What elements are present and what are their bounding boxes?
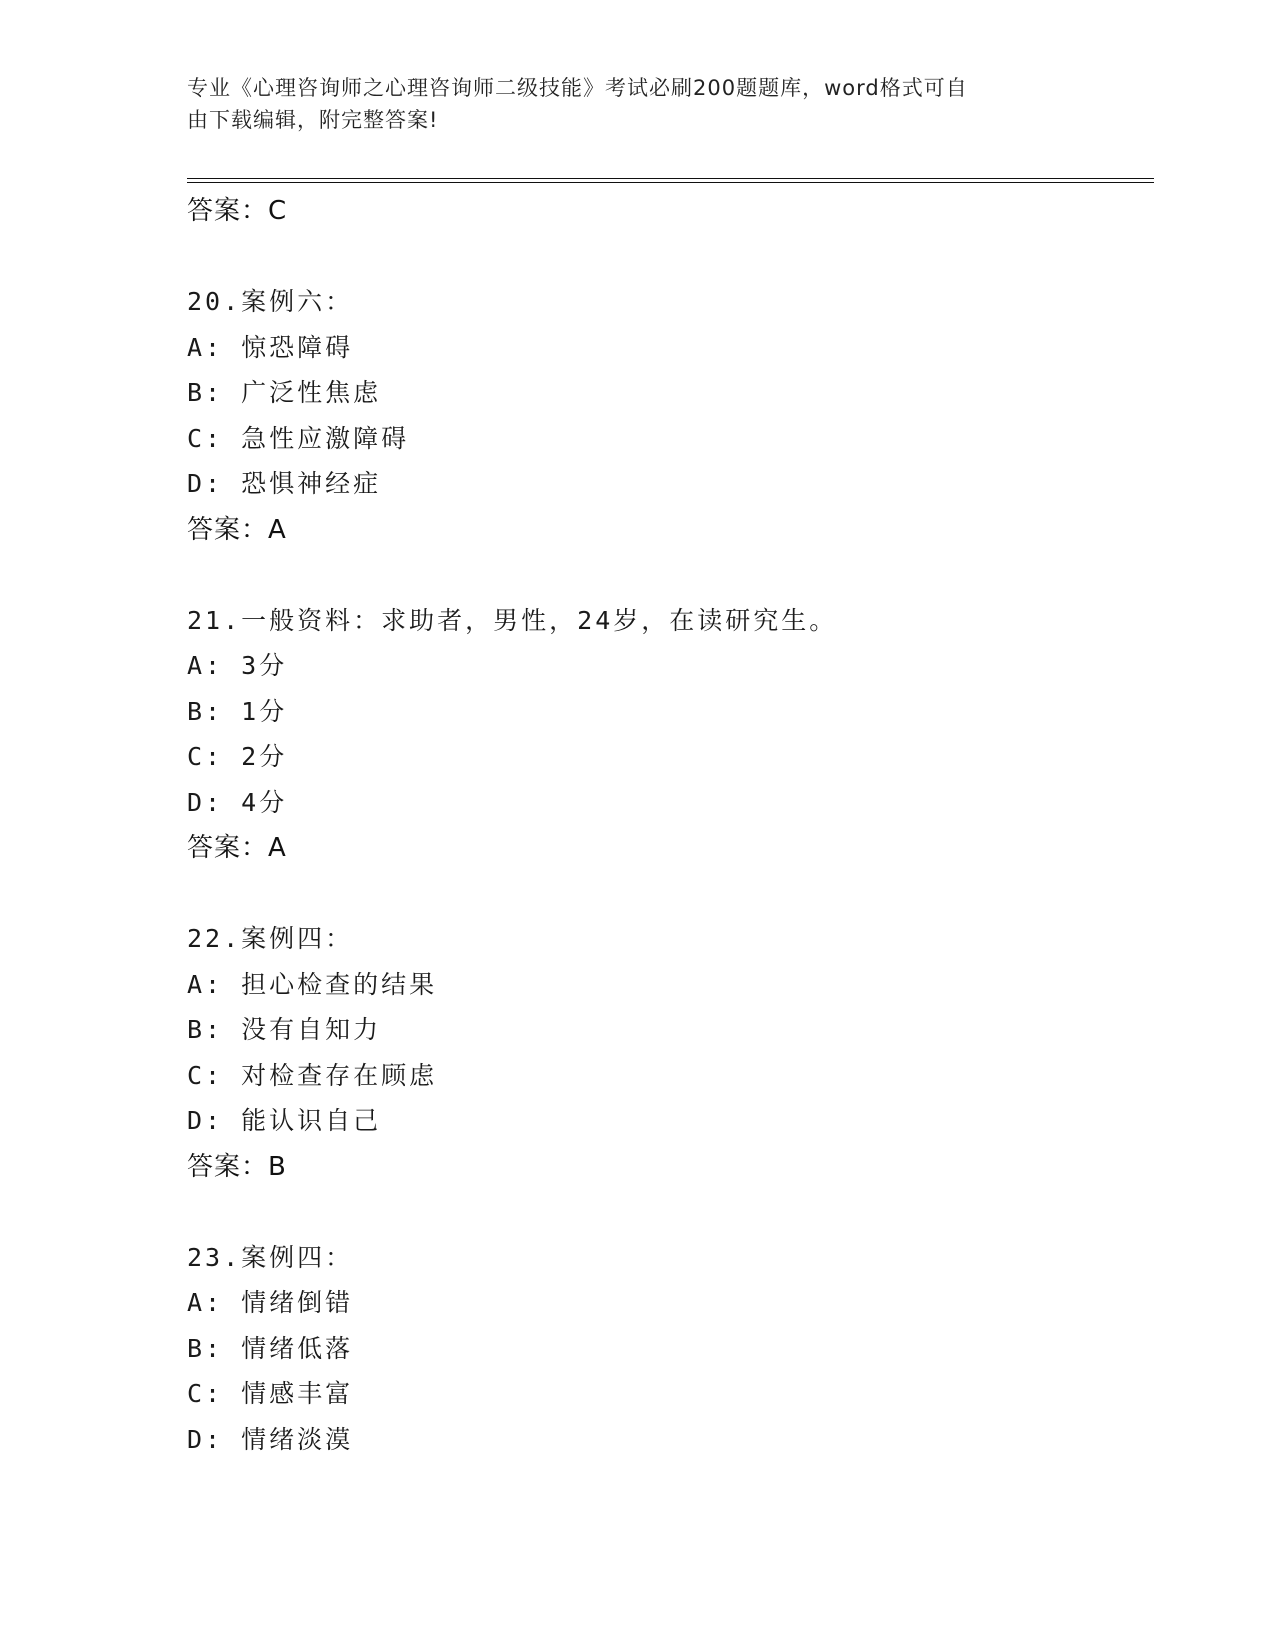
answer-line: 答案：C — [187, 196, 288, 226]
option-a: A: 3分 — [187, 651, 288, 680]
option-b: B: 1分 — [187, 696, 288, 726]
question-23 — [187, 1235, 1147, 1463]
spacer — [187, 872, 1147, 916]
header-line-1: 专业《心理咨询师之心理咨询师二级技能》考试必刷200题题库，word格式可自 — [187, 76, 968, 100]
option-a: A: 担心检查的结果 — [187, 969, 438, 999]
question-20 — [187, 279, 1147, 554]
option-c: C: 2分 — [187, 742, 288, 771]
option-c: C: 情感丰富 — [187, 1379, 354, 1408]
header-divider-top — [187, 178, 1154, 179]
spacer — [187, 235, 1147, 279]
question-list — [187, 188, 1147, 1462]
answer-line: 答案：B — [187, 1151, 287, 1182]
question-22 — [187, 916, 1147, 1191]
question-stem: 23.案例四： — [187, 1242, 354, 1272]
spacer — [187, 554, 1147, 598]
question-stem: 22.案例四： — [187, 924, 354, 953]
option-a: A: 惊恐障碍 — [187, 332, 354, 362]
answer-line: 答案：A — [187, 514, 287, 545]
document-header — [187, 72, 1067, 136]
header-line-2: 由下载编辑，附完整答案! — [187, 108, 439, 132]
option-d: D: 情绪淡漠 — [187, 1424, 354, 1454]
option-a: A: 情绪倒错 — [187, 1288, 354, 1317]
option-b: B: 情绪低落 — [187, 1333, 354, 1363]
question-stem: 20.案例六： — [187, 287, 354, 316]
option-c: C: 急性应激障碍 — [187, 423, 410, 453]
option-b: B: 没有自知力 — [187, 1015, 382, 1044]
question-21 — [187, 598, 1147, 873]
header-divider-bottom — [187, 182, 1154, 183]
option-b: B: 广泛性焦虑 — [187, 378, 382, 407]
question-stem: 21.一般资料：求助者，男性，24岁，在读研究生。 — [187, 605, 838, 635]
answer-line: 答案：A — [187, 833, 287, 863]
option-d: D: 能认识自己 — [187, 1106, 382, 1135]
spacer — [187, 1191, 1147, 1235]
option-d: D: 恐惧神经症 — [187, 469, 382, 498]
option-d: D: 4分 — [187, 787, 288, 817]
option-c: C: 对检查存在顾虑 — [187, 1060, 438, 1090]
